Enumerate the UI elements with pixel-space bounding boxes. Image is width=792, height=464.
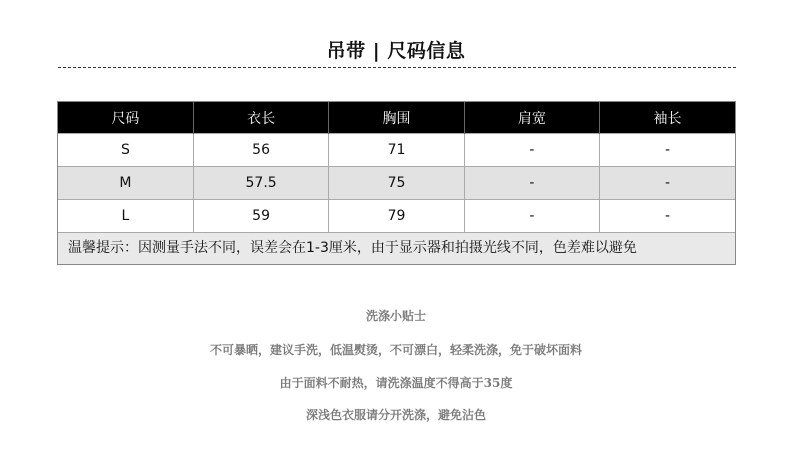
header-sleeve: 袖长 xyxy=(600,102,735,134)
size-table-header-row xyxy=(58,102,735,134)
cell-shoulder: - xyxy=(464,167,599,200)
header-bust: 胸围 xyxy=(329,102,464,134)
cell-bust: 79 xyxy=(329,200,464,233)
table-row xyxy=(58,167,735,200)
page-title: 吊带 | 尺码信息 xyxy=(326,40,466,62)
cell-size: S xyxy=(58,134,193,167)
cell-size: L xyxy=(58,200,193,233)
cell-length: 56 xyxy=(193,134,328,167)
care-line: 由于面料不耐热，请洗涤温度不得高于35度 xyxy=(279,376,513,390)
cell-bust: 71 xyxy=(329,134,464,167)
cell-shoulder: - xyxy=(464,134,599,167)
care-heading: 洗涤小贴士 xyxy=(365,309,426,323)
measurement-note: 温馨提示：因测量手法不同，误差会在1-3厘米，由于显示器和拍摄光线不同，色差难以避免 xyxy=(58,232,735,264)
table-row xyxy=(58,134,735,167)
cell-bust: 75 xyxy=(329,167,464,200)
cell-shoulder: - xyxy=(464,200,599,233)
cell-sleeve: - xyxy=(600,134,735,167)
header-shoulder: 肩宽 xyxy=(464,102,599,134)
cell-size: M xyxy=(58,167,193,200)
cell-sleeve: - xyxy=(600,167,735,200)
cell-length: 59 xyxy=(193,200,328,233)
title-divider xyxy=(58,67,736,68)
care-line: 不可暴晒，建议手洗，低温熨烫，不可漂白，轻柔洗涤，免于破坏面料 xyxy=(209,343,582,357)
cell-sleeve: - xyxy=(600,200,735,233)
table-row xyxy=(58,200,735,233)
header-length: 衣长 xyxy=(193,102,328,134)
cell-length: 57.5 xyxy=(193,167,328,200)
header-size: 尺码 xyxy=(58,102,193,134)
care-line: 深浅色衣服请分开洗涤，避免沾色 xyxy=(305,408,486,422)
size-table xyxy=(57,101,736,265)
